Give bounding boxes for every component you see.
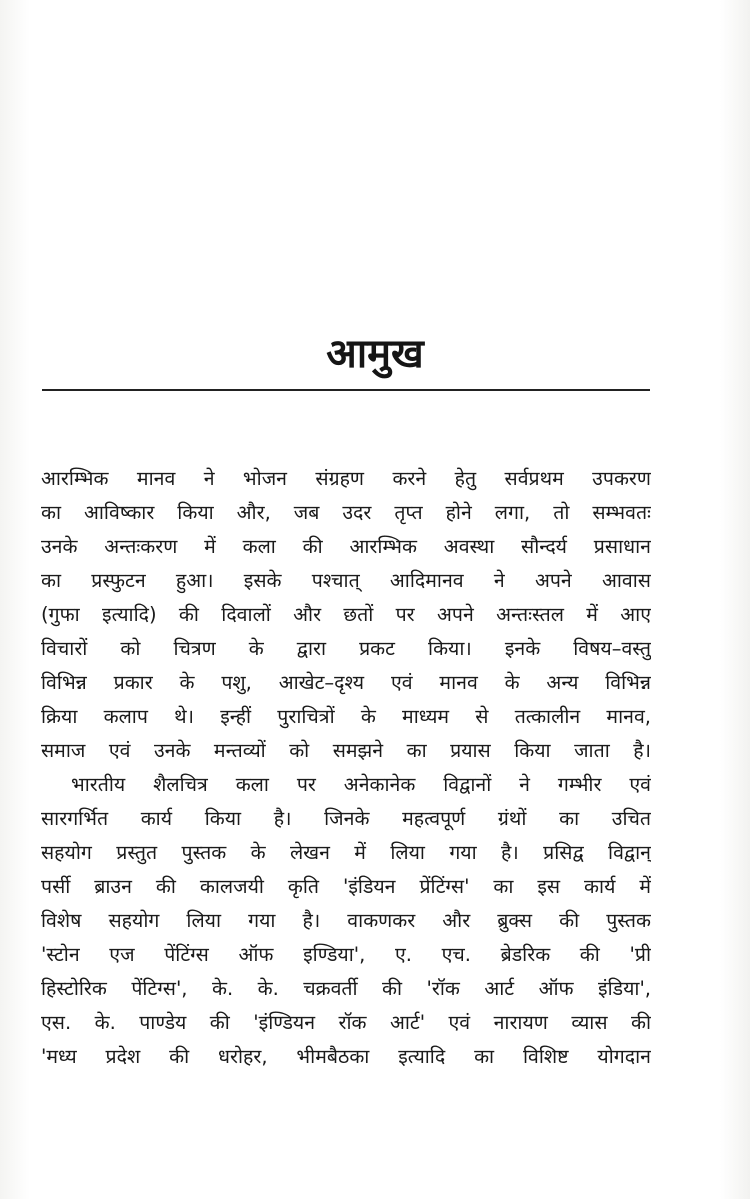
text-line: क्रिया कलाप थे। इन्हीं पुराचित्रों के माध्यम से तत्कालीन मानव, bbox=[41, 705, 651, 728]
text-line: एस. के. पाण्डेय की 'इंण्डियन रॉक आर्ट' एवं नारायण व्यास की bbox=[41, 1011, 651, 1034]
text-line: हिस्टोरिक पेंटिग्स', के. के. चक्रवर्ती की 'रॉक आर्ट ऑफ इंडिया', bbox=[41, 977, 651, 1000]
body-text bbox=[41, 462, 651, 1074]
text-line: 'स्टोन एज पेंटिंग्स ऑफ इण्डिया', ए. एच. ब्रेडरिक की 'प्री bbox=[41, 943, 651, 966]
text-line: पर्सी ब्राउन की कालजयी कृति 'इंडियन प्रेंटिंग्स' का इस कार्य में bbox=[41, 875, 651, 898]
text-line: समाज एवं उनके मन्तव्यों को समझने का प्रयास किया जाता है। bbox=[41, 739, 651, 762]
text-line: (गुफा इत्यादि) की दिवालों और छतों पर अपने अन्तःस्तल में आए bbox=[41, 603, 651, 626]
text-line: सारगर्भित कार्य किया है। जिनके महत्वपूर्ण ग्रंथों का उचित bbox=[41, 807, 651, 830]
paragraph-1 bbox=[41, 462, 651, 768]
page-title: आमुख bbox=[326, 331, 424, 377]
text-line: का आविष्कार किया और, जब उदर तृप्त होने लगा, तो सम्भवतः bbox=[41, 501, 651, 524]
text-line: भारतीय शैलचित्र कला पर अनेकानेक विद्वानों ने गम्भीर एवं bbox=[71, 773, 651, 796]
text-line: उनके अन्तःकरण में कला की आरम्भिक अवस्था सौन्दर्य प्रसाधान bbox=[41, 535, 651, 558]
text-line: का प्रस्फुटन हुआ। इसके पश्चात् आदिमानव ने अपने आवास bbox=[41, 569, 651, 592]
text-line: सहयोग प्रस्तुत पुस्तक के लेखन में लिया गया है। प्रसिद्व विद्वान् bbox=[41, 841, 651, 864]
text-line: विशेष सहयोग लिया गया है। वाकणकर और ब्रुक्स की पुस्तक bbox=[41, 909, 651, 932]
text-line: विचारों को चित्रण के द्वारा प्रकट किया। इनके विषय–वस्तु bbox=[41, 637, 651, 660]
text-line: विभिन्न प्रकार के पशु, आखेट–दृश्य एवं मानव के अन्य विभिन्न bbox=[41, 671, 651, 694]
text-line: आरम्भिक मानव ने भोजन संग्रहण करने हेतु सर्वप्रथम उपकरण bbox=[41, 467, 651, 490]
title-underline-divider bbox=[42, 389, 650, 391]
paragraph-2 bbox=[41, 768, 651, 1074]
text-line: 'मध्य प्रदेश की धरोहर, भीमबैठका इत्यादि का विशिष्ट योगदान bbox=[41, 1045, 651, 1068]
